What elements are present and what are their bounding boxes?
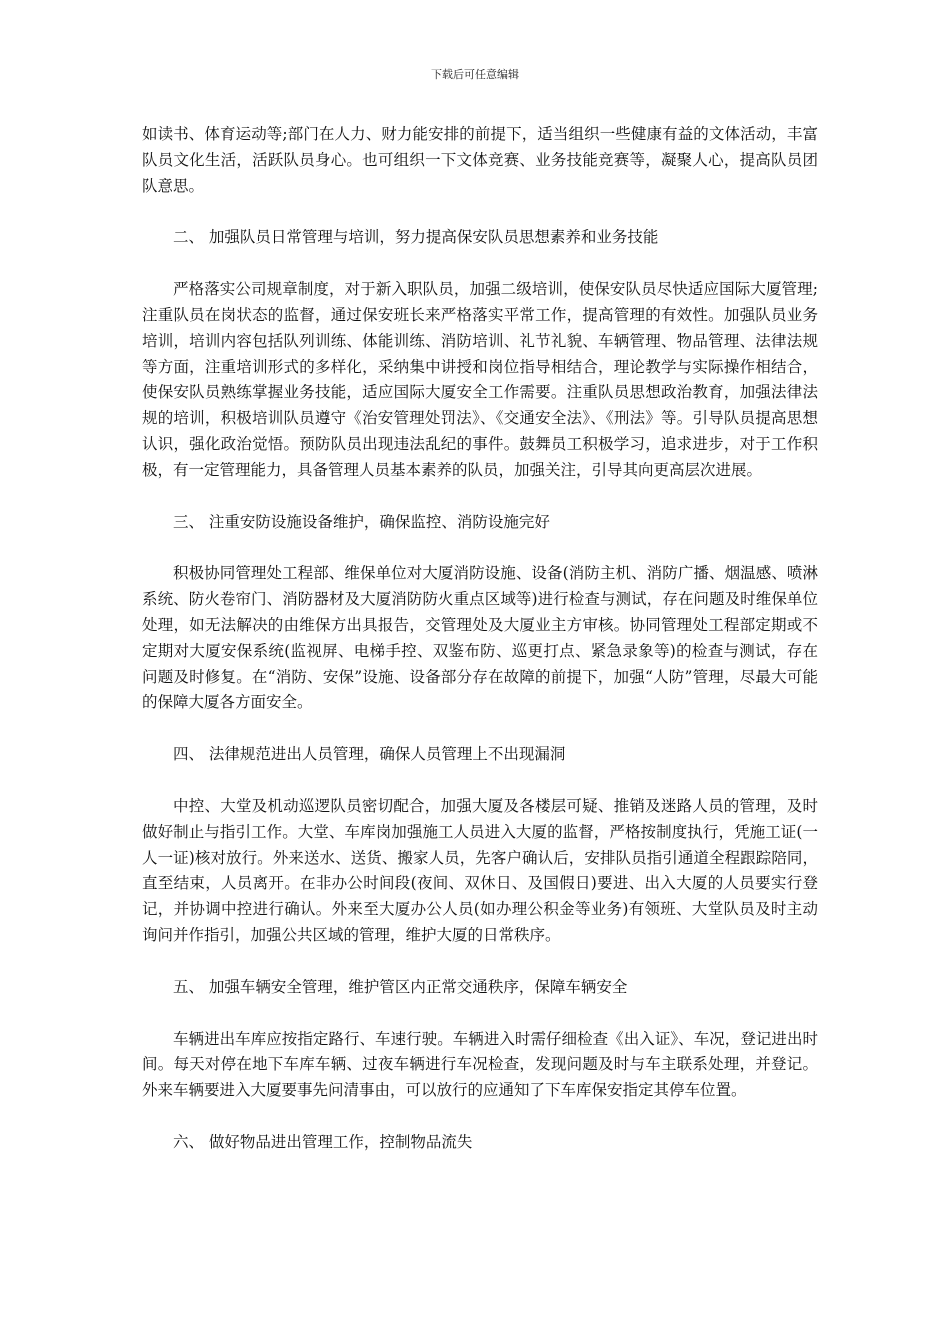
section-heading-6: 六、 做好物品进出管理工作，控制物品流失	[173, 1132, 473, 1151]
paragraph-section-4: 中控、大堂及机动巡逻队员密切配合，加强大厦及各楼层可疑、推销及迷路人员的管理，及时做好制止与指引工作。大堂、车库岗加强施工人员进入大厦的监督，严格按制度执行，凭施工证(一人一证)核对放行。外来送水、送货、搬家人员，先客户确认后，安排队员指引通道全程跟踪陪同，直至结束，人员离开。在非办公时间段(夜间、双休日、及国假日)要进、出入大厦的人员要实行登记，并协调中控进行确认。外来至大厦办公人员(如办理公积金等业务)有领班、大堂队员及时主动询问并作指引，加强公共区域的管理，维护大厦的日常秩序。	[142, 796, 818, 944]
page-header: 下载后可任意编辑	[431, 68, 519, 81]
section-heading-4: 四、 法律规范进出人员管理，确保人员管理上不出现漏洞	[173, 745, 566, 764]
paragraph-section-3: 积极协同管理处工程部、维保单位对大厦消防设施、设备(消防主机、消防广播、烟温感、喷淋系统、防火卷帘门、消防器材及大厦消防防火重点区域等)进行检查与测试，存在问题及时维保单位处理，如无法解决的由维保方出具报告，交管理处及大厦业主方审核。协同管理处工程部定期或不定期对大厦安保系统(监视屏、电梯手控、双鉴布防、巡更打点、紧急录象等)的检查与测试，存在问题及时修复。在“消防、安保”设施、设备部分存在故障的前提下，加强“人防”管理，尽最大可能的保障大厦各方面安全。	[142, 564, 818, 712]
paragraph-section-5: 车辆进出车库应按指定路行、车速行驶。车辆进入时需仔细检查《出入证》、车况，登记进出时间。每天对停在地下车库车辆、过夜车辆进行车况检查，发现问题及时与车主联系处理，并登记。外来车辆要进入大厦要事先问清事由，可以放行的应通知了下车库保安指定其停车位置。	[142, 1029, 818, 1100]
section-heading-3: 三、 注重安防设施设备维护，确保监控、消防设施完好	[173, 512, 550, 531]
section-heading-5: 五、 加强车辆安全管理，维护管区内正常交通秩序，保障车辆安全	[173, 977, 628, 996]
document-body	[142, 122, 818, 1156]
paragraph-section-2: 严格落实公司规章制度，对于新入职队员，加强二级培训，使保安队员尽快适应国际大厦管理;注重队员在岗状态的监督，通过保安班长来严格落实平常工作，提高管理的有效性。加强队员业务培训，培训内容包括队列训练、体能训练、消防培训、礼节礼貌、车辆管理、物品管理、法律法规等方面，注重培训形式的多样化，采纳集中讲授和岗位指导相结合，理论教学与实际操作相结合，使保安队员熟练掌握业务技能，适应国际大厦安全工作需要。注重队员思想政治教育，加强法律法规的培训，积极培训队员遵守《治安管理处罚法》、《交通安全法》、《刑法》等。引导队员提高思想认识，强化政治觉悟。预防队员出现违法乱纪的事件。鼓舞员工积极学习，追求进步，对于工作积极，有一定管理能力，具备管理人员基本素养的队员，加强关注，引导其向更高层次进展。	[142, 280, 818, 479]
paragraph-intro-continued: 如读书、体育运动等;部门在人力、财力能安排的前提下，适当组织一些健康有益的文体活动，丰富队员文化生活，活跃队员身心。也可组织一下文体竞赛、业务技能竞赛等，凝聚人心，提高队员团队意思。	[142, 125, 818, 195]
section-heading-2: 二、 加强队员日常管理与培训，努力提高保安队员思想素养和业务技能	[173, 228, 659, 247]
